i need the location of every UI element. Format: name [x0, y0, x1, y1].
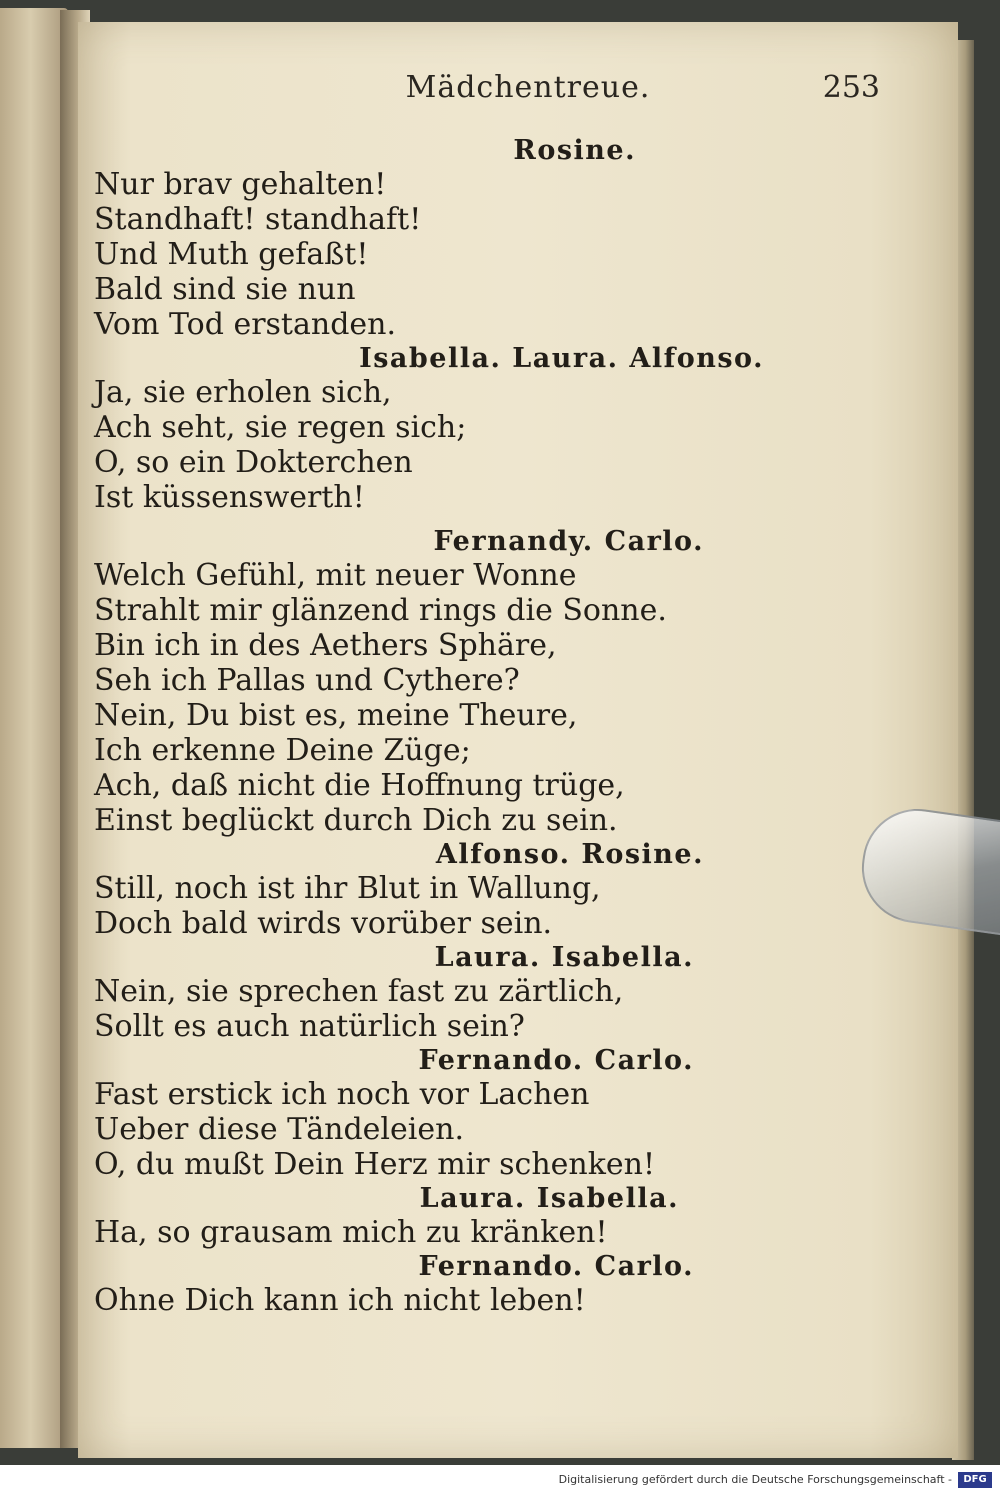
verse-line: Ach seht, sie regen sich; [94, 410, 467, 445]
verse-line: Einst beglückt durch Dich zu sein. [94, 803, 618, 838]
verse-line: Ist küssenswerth! [94, 480, 365, 515]
verse-block [94, 342, 894, 515]
running-title: Mädchentreue. [405, 70, 651, 105]
book-page [78, 22, 958, 1458]
page-number: 253 [822, 70, 880, 105]
dfg-logo-icon: DFG [958, 1472, 992, 1488]
verse-line: O, du mußt Dein Herz mir schenken! [94, 1147, 656, 1182]
speaker-name: Laura. Isabella. [419, 1183, 679, 1214]
speaker-name: Alfonso. Rosine. [435, 839, 704, 870]
verse-line: Bald sind sie nun [94, 272, 356, 307]
speaker-name: Isabella. Laura. Alfonso. [359, 343, 764, 374]
verse-block [94, 1250, 894, 1318]
verse-line: Ach, daß nicht die Hoffnung trüge, [94, 768, 625, 803]
speaker-name: Laura. Isabella. [434, 942, 694, 973]
verse-line: Bin ich in des Aethers Sphäre, [94, 628, 557, 663]
speaker-name: Rosine. [513, 135, 636, 166]
verse-block [94, 134, 894, 342]
funding-credit: Digitalisierung gefördert durch die Deutsche Forschungsgemeinschaft - [558, 1473, 952, 1486]
verse-line: Ja, sie erholen sich, [94, 375, 392, 410]
verse-block [94, 941, 894, 1044]
verse-line: Vom Tod erstanden. [94, 307, 397, 342]
verse-line: Seh ich Pallas und Cythere? [94, 663, 520, 698]
verse-line: Ohne Dich kann ich nicht leben! [94, 1283, 586, 1318]
verse-line: Ich erkenne Deine Züge; [94, 733, 471, 768]
verse-block [94, 838, 894, 941]
verse-line: Fast erstick ich noch vor Lachen [94, 1077, 590, 1112]
verse-line: Ha, so grausam mich zu kränken! [94, 1215, 608, 1250]
speaker-name: Fernando. Carlo. [418, 1251, 694, 1282]
verse-line: Und Muth gefaßt! [94, 237, 369, 272]
page-header [78, 70, 958, 110]
verse-line: Strahlt mir glänzend rings die Sonne. [94, 593, 667, 628]
previous-page-edge [0, 8, 68, 1448]
verse-line: Nein, Du bist es, meine Theure, [94, 698, 578, 733]
speaker-name: Fernando. Carlo. [418, 1045, 694, 1076]
verse-line: Sollt es auch natürlich sein? [94, 1009, 525, 1044]
verse-block [94, 1182, 894, 1250]
verse-line: Standhaft! standhaft! [94, 202, 422, 237]
verse-line: O, so ein Dokterchen [94, 445, 413, 480]
verse-line: Still, noch ist ihr Blut in Wallung, [94, 871, 601, 906]
footer-bar [0, 1465, 1000, 1497]
verse-line: Doch bald wirds vorüber sein. [94, 906, 553, 941]
verse-line: Nur brav gehalten! [94, 167, 387, 202]
verse-block [94, 525, 894, 838]
libretto-text [94, 134, 894, 1318]
verse-block [94, 1044, 894, 1182]
verse-line: Nein, sie sprechen fast zu zärtlich, [94, 974, 624, 1009]
speaker-name: Fernandy. Carlo. [433, 526, 704, 557]
verse-line: Welch Gefühl, mit neuer Wonne [94, 558, 577, 593]
verse-line: Ueber diese Tändeleien. [94, 1112, 464, 1147]
